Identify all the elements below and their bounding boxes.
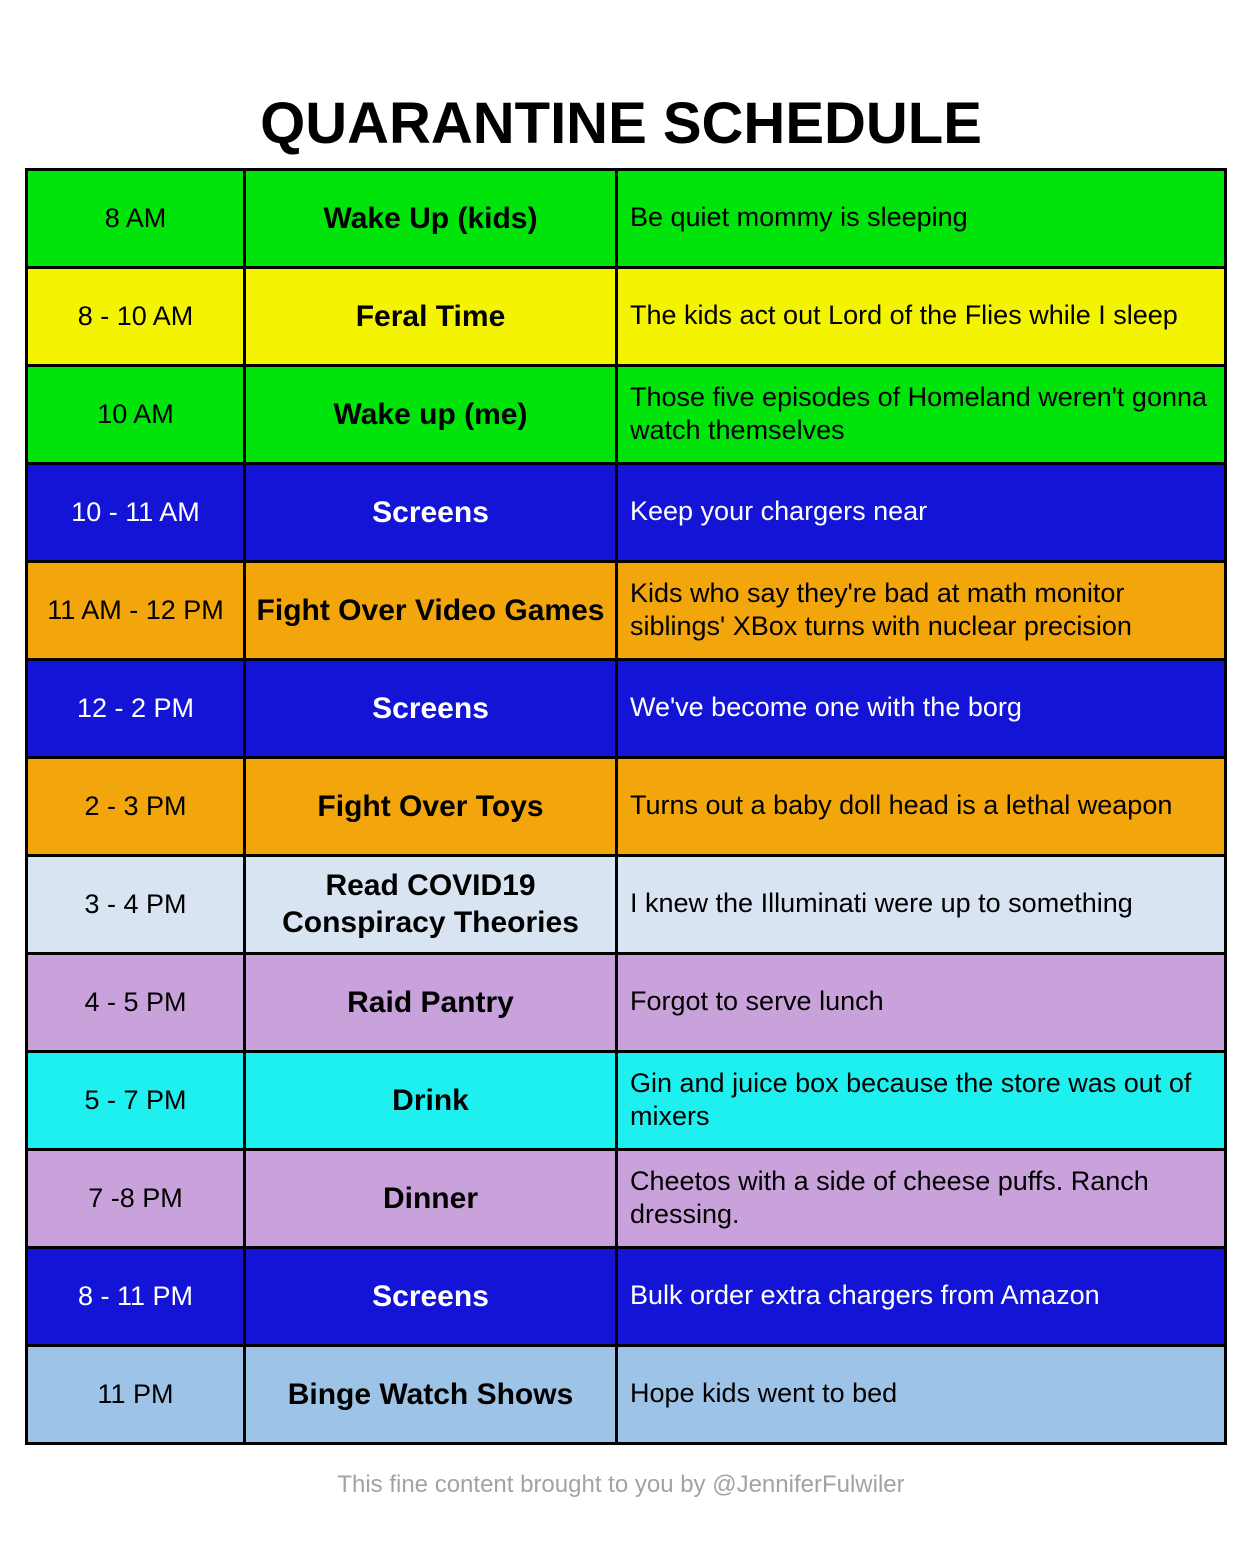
schedule-row	[28, 756, 1224, 854]
schedule-row	[28, 266, 1224, 364]
description-cell: Forgot to serve lunch	[630, 986, 884, 1017]
description-cell: Those five episodes of Homeland weren't gonna watch themselves	[630, 381, 1208, 446]
schedule-row	[28, 462, 1224, 560]
activity-cell: Fight Over Video Games	[246, 563, 618, 658]
activity-cell: Screens	[246, 465, 618, 560]
schedule-row	[28, 560, 1224, 658]
time-cell: 11 AM - 12 PM	[28, 563, 246, 658]
time-cell: 11 PM	[28, 1347, 246, 1442]
activity-cell: Raid Pantry	[246, 955, 618, 1050]
time-cell: 2 - 3 PM	[28, 759, 246, 854]
schedule-row	[28, 1246, 1224, 1344]
description-cell: The kids act out Lord of the Flies while I sleep	[630, 300, 1178, 331]
schedule-row	[28, 1050, 1224, 1148]
activity-cell: Drink	[246, 1053, 618, 1148]
schedule-row	[28, 952, 1224, 1050]
description-cell: Kids who say they're bad at math monitor siblings' XBox turns with nuclear precision	[630, 577, 1132, 642]
activity-cell: Screens	[246, 1249, 618, 1344]
activity-cell: Feral Time	[246, 269, 618, 364]
description-cell: We've become one with the borg	[630, 692, 1022, 723]
time-cell: 4 - 5 PM	[28, 955, 246, 1050]
time-cell: 5 - 7 PM	[28, 1053, 246, 1148]
description-cell: Turns out a baby doll head is a lethal weapon	[630, 790, 1173, 821]
time-cell: 8 AM	[28, 171, 246, 266]
activity-cell: Dinner	[246, 1151, 618, 1246]
description-cell: Keep your chargers near	[630, 496, 928, 527]
page-title: QUARANTINE SCHEDULE	[260, 91, 982, 156]
schedule-row	[28, 1148, 1224, 1246]
attribution-text: This fine content brought to you by @JenniferFulwiler	[337, 1470, 905, 1498]
activity-cell: Read COVID19 Conspiracy Theories	[246, 857, 618, 952]
activity-cell: Binge Watch Shows	[246, 1347, 618, 1442]
time-cell: 8 - 10 AM	[28, 269, 246, 364]
activity-cell: Wake Up (kids)	[246, 171, 618, 266]
schedule-row	[28, 854, 1224, 952]
description-cell: I knew the Illuminati were up to something	[630, 888, 1133, 919]
time-cell: 8 - 11 PM	[28, 1249, 246, 1344]
schedule-row	[28, 364, 1224, 462]
description-cell: Gin and juice box because the store was out of mixers	[630, 1067, 1192, 1132]
schedule-row	[28, 171, 1224, 266]
description-cell: Bulk order extra chargers from Amazon	[630, 1280, 1100, 1311]
time-cell: 12 - 2 PM	[28, 661, 246, 756]
activity-cell: Screens	[246, 661, 618, 756]
time-cell: 7 -8 PM	[28, 1151, 246, 1246]
schedule-row	[28, 658, 1224, 756]
time-cell: 10 - 11 AM	[28, 465, 246, 560]
schedule-row	[28, 1344, 1224, 1442]
description-cell: Hope kids went to bed	[630, 1378, 898, 1409]
time-cell: 3 - 4 PM	[28, 857, 246, 952]
description-cell: Be quiet mommy is sleeping	[630, 202, 968, 233]
schedule-table	[25, 168, 1227, 1445]
activity-cell: Fight Over Toys	[246, 759, 618, 854]
activity-cell: Wake up (me)	[246, 367, 618, 462]
time-cell: 10 AM	[28, 367, 246, 462]
description-cell: Cheetos with a side of cheese puffs. Ranch dressing.	[630, 1165, 1149, 1230]
